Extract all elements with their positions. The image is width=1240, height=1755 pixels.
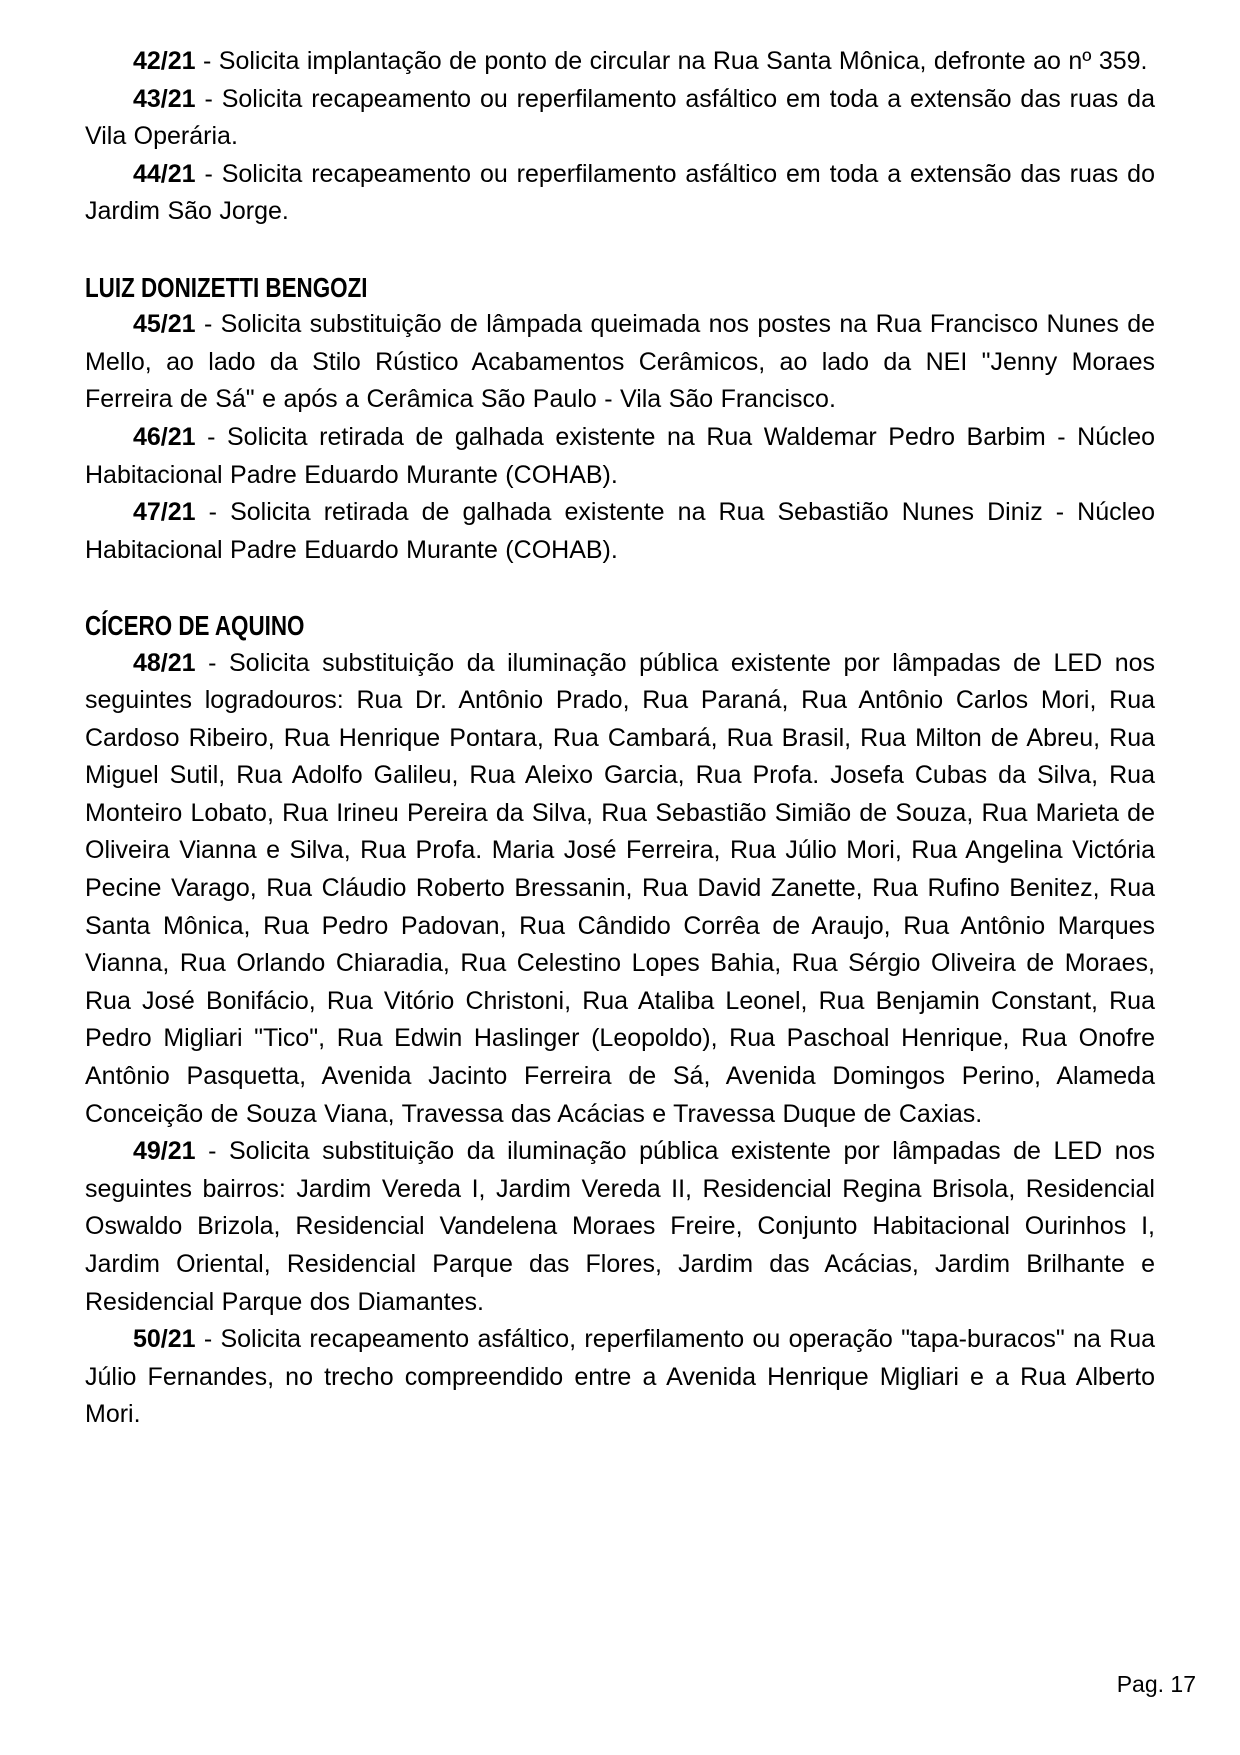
request-number: 47/21 bbox=[133, 498, 196, 527]
request-number: 46/21 bbox=[133, 422, 196, 451]
section-heading bbox=[85, 269, 1155, 307]
request-item bbox=[85, 81, 1155, 156]
request-separator: - bbox=[195, 1325, 221, 1354]
request-number: 48/21 bbox=[133, 648, 196, 677]
request-text: Solicita recapeamento ou reperfilamento asfáltico em toda a extensão das ruas da Vila Operária. bbox=[85, 84, 1155, 151]
request-text: Solicita substituição de lâmpada queimada nos postes na Rua Francisco Nunes de Mello, ao lado da Stilo Rústico Acabamentos Cerâmicos, ao lado da NEI "Jenny Moraes Ferreira de Sá" e após a Cerâmica São Paulo - Vila São Francisco. bbox=[85, 310, 1156, 414]
request-item bbox=[85, 645, 1155, 1134]
request-text: Solicita recapeamento ou reperfilamento asfáltico em toda a extensão das ruas do Jardim São Jorge. bbox=[85, 159, 1155, 226]
request-separator: - bbox=[195, 159, 222, 188]
request-text: Solicita implantação de ponto de circular na Rua Santa Mônica, defronte ao nº 359. bbox=[218, 47, 1148, 75]
request-item bbox=[85, 1133, 1155, 1321]
request-text: Solicita substituição da iluminação pública existente por lâmpadas de LED nos seguintes bairros: Jardim Vereda I, Jardim Vereda II, Residencial Regina Brisola, Residencial Oswaldo Brizola, Residencial Vandelena Moraes Freire, Conjunto Habitacional Ourinhos I, Jardim Oriental, Residencial Parque das Flores, Jardim das Acácias, Jardim Brilhante e Residencial Parque dos Diamantes. bbox=[85, 1137, 1156, 1316]
request-number: 42/21 bbox=[133, 47, 196, 75]
request-separator: - bbox=[195, 84, 222, 113]
request-number: 49/21 bbox=[133, 1137, 196, 1166]
request-number: 50/21 bbox=[133, 1325, 196, 1354]
page-number: Pag. 17 bbox=[1116, 1671, 1196, 1697]
request-number: 43/21 bbox=[133, 84, 196, 113]
request-item bbox=[85, 306, 1155, 419]
request-text: Solicita substituição da iluminação pública existente por lâmpadas de LED nos seguintes logradouros: Rua Dr. Antônio Prado, Rua Paraná, Rua Antônio Carlos Mori, Rua Cardoso Ribeiro, Rua Henrique Pontara, Rua Cambará, Rua Brasil, Rua Milton de Abreu, Rua Miguel Sutil, Rua Adolfo Galileu, Rua Aleixo Garcia, Rua Profa. Josefa Cubas da Silva, Rua Monteiro Lobato, Rua Irineu Pereira da Silva, Rua Sebastião Simião de Souza, Rua Marieta de Oliveira Vianna e Silva, Rua Profa. Maria José Ferreira, Rua Júlio Mori, Rua Angelina Victória Pecine Varago, Rua Cláudio Roberto Bressanin, Rua David Zanette, Rua Rufino Benitez, Rua Santa Mônica, Rua Pedro Padovan, Rua Cândido Corrêa de Araujo, Rua Antônio Marques Vianna, Rua Orlando Chiaradia, Rua Celestino Lopes Bahia, Rua Sérgio Oliveira de Moraes, Rua José Bonifácio, Rua Vitório Christoni, Rua Ataliba Leonel, Rua Benjamin Constant, Rua Pedro Migliari "Tico", Rua Edwin Haslinger (Leopoldo), Rua Paschoal Henrique, Rua Onofre Antônio Pasquetta, Avenida Jacinto Ferreira de Sá, Avenida Domingos Perino, Alameda Conceição de Souza Viana, Travessa das Acácias e Travessa Duque de Caxias. bbox=[85, 648, 1156, 1128]
request-number: 44/21 bbox=[133, 159, 196, 188]
request-separator: - bbox=[195, 422, 227, 451]
section-heading bbox=[85, 607, 1155, 645]
request-item bbox=[85, 156, 1155, 231]
request-text: Solicita recapeamento asfáltico, reperfilamento ou operação "tapa-buracos" na Rua Júlio Fernandes, no trecho compreendido entre a Avenida Henrique Migliari e a Rua Alberto Mori. bbox=[85, 1325, 1156, 1429]
section-heading-label: LUIZ DONIZETTI BENGOZI bbox=[85, 271, 368, 303]
request-separator: - bbox=[195, 1137, 229, 1166]
request-separator: - bbox=[195, 648, 229, 677]
request-text: Solicita retirada de galhada existente na Rua Waldemar Pedro Barbim - Núcleo Habitacional Padre Eduardo Murante (COHAB). bbox=[85, 422, 1155, 489]
request-item bbox=[85, 494, 1155, 569]
document-body bbox=[85, 43, 1155, 1434]
request-number: 45/21 bbox=[133, 310, 196, 339]
request-separator: - bbox=[195, 498, 231, 527]
section-heading-label: CÍCERO DE AQUINO bbox=[85, 609, 305, 641]
request-separator: - bbox=[195, 47, 219, 75]
request-text: Solicita retirada de galhada existente na Rua Sebastião Nunes Diniz - Núcleo Habitacional Padre Eduardo Murante (COHAB). bbox=[85, 498, 1156, 564]
request-item bbox=[85, 1321, 1155, 1434]
request-separator: - bbox=[195, 310, 221, 339]
request-item bbox=[85, 43, 1155, 81]
request-item bbox=[85, 419, 1155, 494]
